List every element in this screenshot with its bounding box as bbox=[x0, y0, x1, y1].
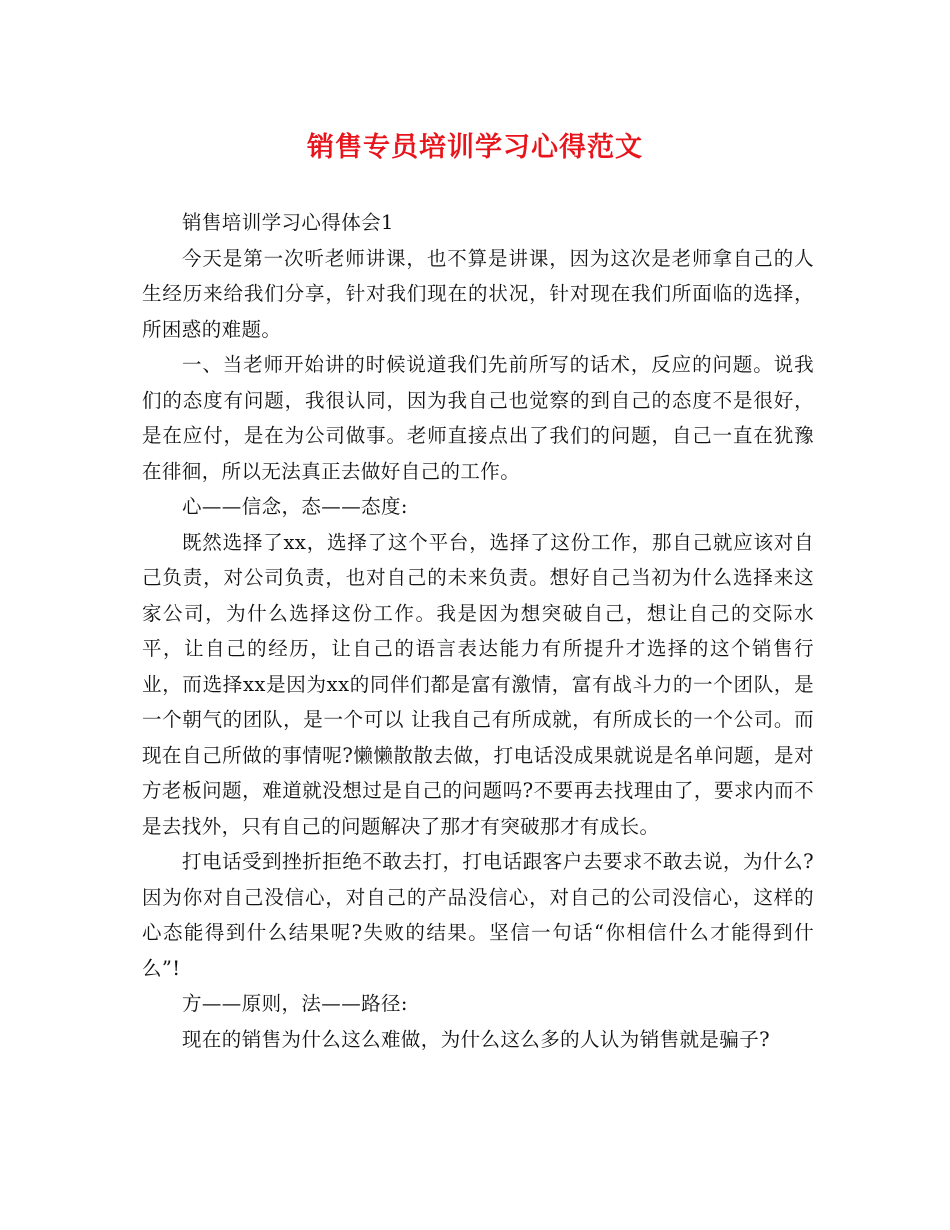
paragraph-choice: 既然选择了xx，选择了这个平台，选择了这份工作，那自己就应该对自己负责，对公司负责，也对自己的未来负责。想好自己当初为什么选择来这家公司，为什么选择这份工作。我是因为想突破自己，想让自己的交际水平，让自己的经历，让自己的语言表达能力有所提升才选择的这个销售行业，而选择xx是因为xx的同伴们都是富有激情，富有战斗力的一个团队，是一个朝气的团队，是一个可以 让我自己有所成就，有所成长的一个公司。而现在自己所做的事情呢?懒懒散散去做，打电话没成果就说是名单问题，是对方老板问题，难道就没想过是自己的问题吗?不要再去找理由了，要求内而不是去找外，只有自己的问题解决了那才有突破那才有成长。 bbox=[142, 530, 814, 838]
paragraph-confidence: 打电话受到挫折拒绝不敢去打，打电话跟客户去要求不敢去说，为什么?因为你对自己没信心，对自己的产品没信心，对自己的公司没信心，这样的心态能得到什么结果呢?失败的结果。坚信一句话“你相信什么才能得到什么”! bbox=[142, 850, 814, 980]
paragraph-question: 现在的销售为什么这么难做，为什么这么多的人认为销售就是骗子? bbox=[182, 1027, 770, 1051]
document-body bbox=[142, 205, 814, 1057]
paragraph-heading-mind: 心——信念，态——态度: bbox=[182, 495, 408, 518]
paragraph-intro: 今天是第一次听老师讲课，也不算是讲课，因为这次是老师拿自己的人生经历来给我们分享，针对我们现在的状况，针对现在我们所面临的选择，所困惑的难题。 bbox=[142, 246, 814, 341]
document-title: 销售专员培训学习心得范文 bbox=[307, 132, 643, 163]
paragraph-heading-method: 方——原则，法——路径: bbox=[182, 992, 408, 1015]
paragraph-point-one: 一、当老师开始讲的时候说道我们先前所写的话术，反应的问题。说我们的态度有问题，我很认同，因为我自己也觉察的到自己的态度不是很好，是在应付，是在为公司做事。老师直接点出了我们的问题，自己一直在犹豫在徘徊，所以无法真正去做好自己的工作。 bbox=[142, 353, 814, 483]
paragraph-subtitle: 销售培训学习心得体会1 bbox=[182, 211, 394, 234]
